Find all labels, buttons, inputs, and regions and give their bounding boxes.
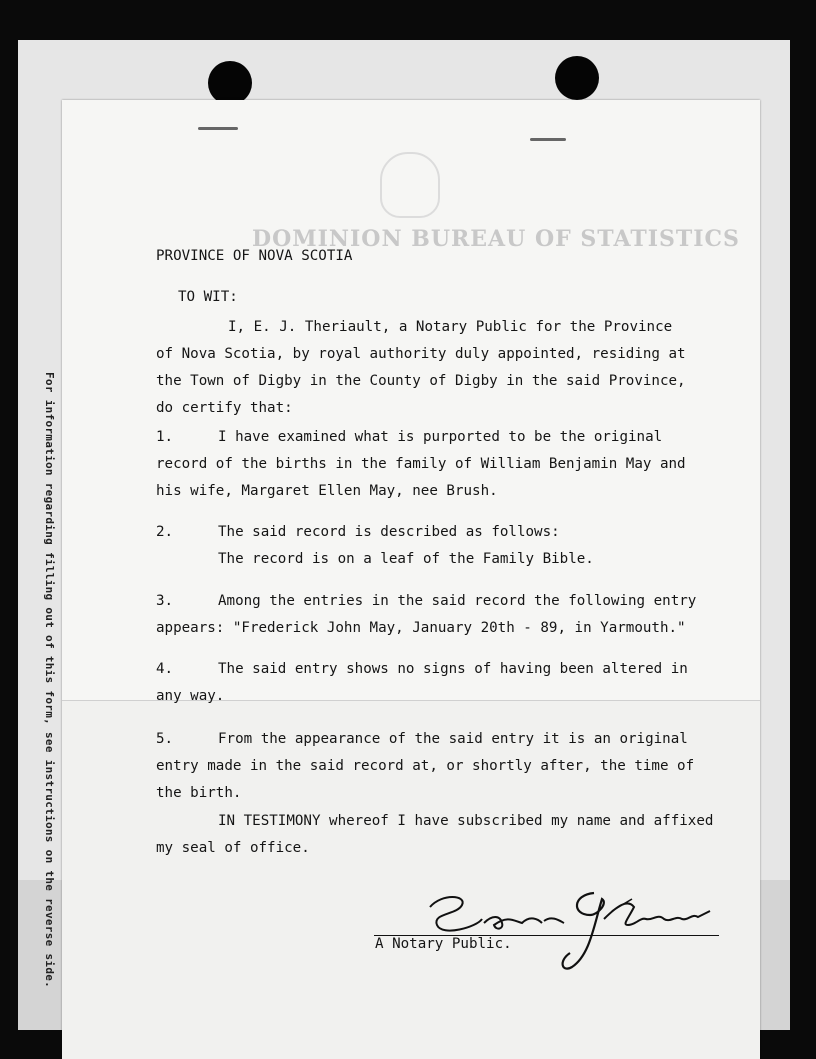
signature-caption: A Notary Public. [375, 936, 512, 952]
item-line: appears: "Frederick John May, January 20th - 89, in Yarmouth." [156, 620, 686, 636]
item-line: The said entry shows no signs of having been altered in [218, 661, 688, 677]
intro-line: I, E. J. Theriault, a Notary Public for the Province [228, 319, 673, 335]
punch-hole-right [555, 56, 599, 100]
intro-line: the Town of Digby in the County of Digby in the said Province, [156, 373, 686, 389]
item-number: 3. [156, 593, 174, 609]
handwritten-signature [422, 885, 722, 975]
intro-line: do certify that: [156, 400, 293, 416]
intro-line: of Nova Scotia, by royal authority duly appointed, residing at [156, 346, 686, 362]
item-line: The said record is described as follows: [218, 524, 560, 540]
item-line: his wife, Margaret Ellen May, nee Brush. [156, 483, 498, 499]
side-margin-text: For information regarding filling out of this form, see instructions on the reverse side. [43, 372, 56, 989]
testimony-line: my seal of office. [156, 840, 310, 856]
certificate-page [62, 100, 760, 1058]
item-line: I have examined what is purported to be the original [218, 429, 663, 445]
ghost-letterhead: DOMINION BUREAU OF STATISTICS [252, 226, 740, 252]
item-line: entry made in the said record at, or shortly after, the time of [156, 758, 695, 774]
item-number: 4. [156, 661, 174, 677]
item-line: The record is on a leaf of the Family Bible. [218, 551, 594, 567]
item-line: any way. [156, 688, 225, 704]
punch-hole-left [208, 61, 252, 105]
item-number: 5. [156, 731, 174, 747]
item-line: the birth. [156, 785, 242, 801]
item-number: 2. [156, 524, 174, 540]
item-line: record of the births in the family of William Benjamin May and [156, 456, 686, 472]
testimony-line: IN TESTIMONY whereof I have subscribed my name and affixed [218, 813, 714, 829]
to-wit-label: TO WIT: [178, 289, 238, 305]
item-line: Among the entries in the said record the following entry [218, 593, 697, 609]
document-heading: PROVINCE OF NOVA SCOTIA [156, 248, 353, 264]
item-line: From the appearance of the said entry it is an original [218, 731, 688, 747]
item-number: 1. [156, 429, 174, 445]
